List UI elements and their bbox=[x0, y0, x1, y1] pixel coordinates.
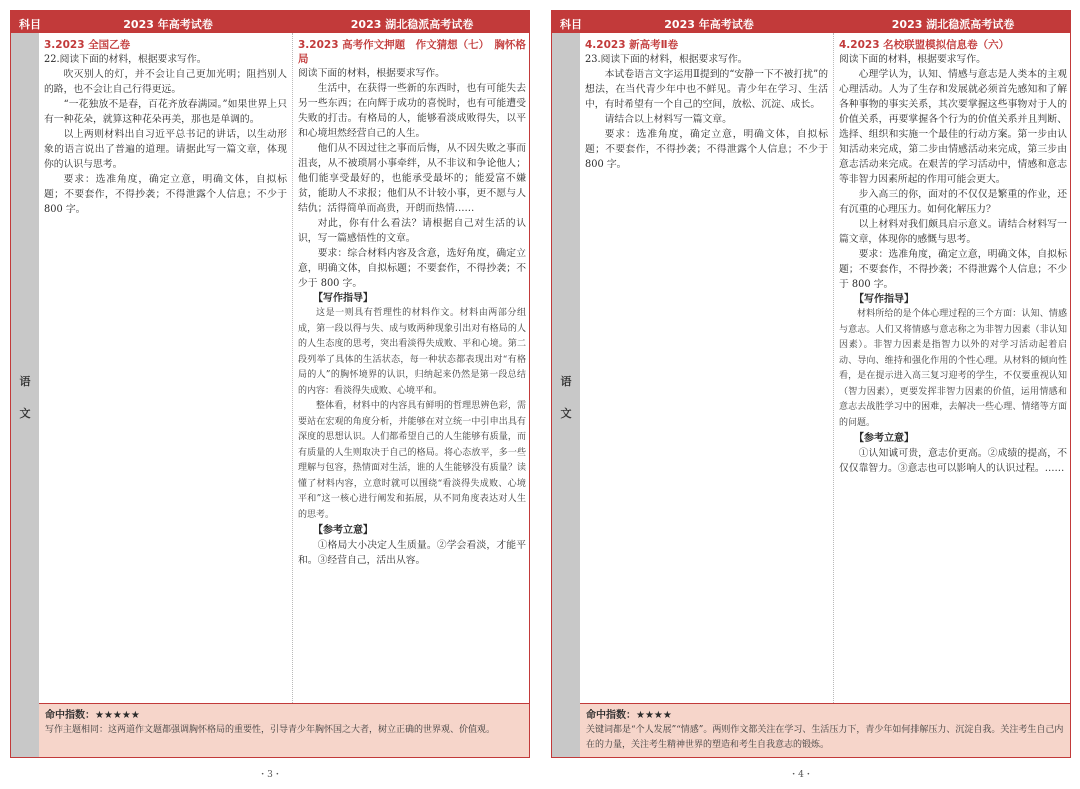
question-para: 生活中，在获得一些新的东西时，也有可能失去另一些东西；在向辉于成功的喜悦时，也有可能遭受失败的打击。有格局的人，能够看淡成败得失，以平和心境坦然经营自己的人生。 bbox=[298, 83, 526, 139]
subject-char-2: 文 bbox=[19, 407, 31, 420]
subject-char-1: 语 bbox=[19, 375, 31, 388]
header-col2: 2023 湖北稳派高考试卷 bbox=[891, 18, 1015, 31]
subject-sidebar bbox=[552, 33, 580, 757]
hit-index-stars: ★★★★ bbox=[636, 710, 672, 721]
page-4 bbox=[551, 10, 1071, 758]
hit-index-line bbox=[45, 708, 523, 723]
question-title: 4.2023 新高考Ⅱ卷 bbox=[585, 39, 679, 51]
question-title: 4.2023 名校联盟模拟信息卷（六） bbox=[839, 39, 1010, 51]
reference-heading: 【参考立意】 bbox=[313, 525, 373, 536]
question-para: 以上材料对我们颇具启示意义。请结合材料写一篇文章，体现你的感慨与思考。 bbox=[839, 219, 1067, 245]
hit-index-footer bbox=[580, 703, 1070, 757]
page-3 bbox=[10, 10, 530, 758]
reference-ideas: ①认知诚可贵，意志价更高。②成绩的提高，不仅仅靠智力。③意志也可以影响人的认识过程。…… bbox=[839, 448, 1067, 474]
question-para: 本试卷语言文字运用Ⅱ提到的“安静一下不被打扰”的想法，在当代青少年中也不鲜见。青少年在学习、生活中，有时希望有一个自己的空间，放松、沉淀、成长。 bbox=[585, 69, 828, 110]
hit-index-note: 写作主题相同：这两道作文题都强调胸怀格局的重要性，引导青少年胸怀国之大者，树立正确的世界观、价值观。 bbox=[45, 725, 496, 735]
subject-sidebar bbox=[11, 33, 39, 757]
page-number: ・4・ bbox=[789, 770, 813, 780]
table-header bbox=[552, 11, 1070, 33]
subject-char-2: 文 bbox=[560, 407, 572, 420]
question-para: 心理学认为，认知、情感与意志是人类本的主观心理活动。人为了生存和发展就必须首先感知和了解各种事物的事实关系，其次要掌握这些事物对于人的价值关系，再要掌握各个行为的价值关系并且判断、选择、组织和实施一个最佳的行动方案。第一步由认知活动来完成，第二步由情感活动来完成，第三步由意志活动来完成。在艰苦的学习活动中，情感和意志等非智力因素所起的作用可能会更大。 bbox=[839, 69, 1067, 185]
guide-para: 材料所给的是个体心理过程的三个方面：认知、情感与意志。人们又将情感与意志称之为非智力因素（非认知因素）。非智力因素是指智力以外的对学习活动起着启动、导向、维持和强化作用的个性心理。从材料的倾向性看，是在提示进入高三复习迎考的学生，不仅要重视认知（智力因素），更要发挥非智力因素的价值，运用情感和意志去战胜学习中的困难，去解决一些心理、情绪等方面的问题。 bbox=[839, 309, 1067, 428]
mock-column bbox=[293, 33, 531, 705]
header-col1: 2023 年高考试卷 bbox=[664, 18, 754, 31]
header-subject-label: 科目 bbox=[560, 18, 582, 31]
question-para: 对此，你有什么看法？请根据自己对生活的认识，写一篇感悟性的文章。 bbox=[298, 218, 526, 244]
table-header bbox=[11, 11, 529, 33]
header-col1: 2023 年高考试卷 bbox=[123, 18, 213, 31]
mock-column bbox=[834, 33, 1072, 705]
guide-para: 整体看，材料中的内容具有鲜明的哲理思辨色彩，需要站在宏观的角度分析，并能够在对立统一中引申出具有深度的思想认识。人们都希望自己的人生能够有质量，而有质量的人生则取决于自己的格局。将心态放平，多一些理解与包容，热情面对生活，谁的人生能够没有质量？读懂了材料内容，立意时就可以围绕“看淡得失成败、心境平和”这一核心进行阐发和拓展，从不同角度表达对人生的思考。 bbox=[298, 401, 526, 520]
header-col2: 2023 湖北稳派高考试卷 bbox=[350, 18, 474, 31]
question-para: 23.阅读下面的材料，根据要求写作。 bbox=[585, 54, 748, 65]
hit-index-stars: ★★★★★ bbox=[95, 710, 140, 721]
reference-heading: 【参考立意】 bbox=[854, 433, 914, 444]
hit-index-label: 命中指数： bbox=[45, 710, 95, 721]
reference-ideas: ①格局大小决定人生质量。②学会看淡，才能平和。③经营自己，活出从容。 bbox=[298, 540, 526, 566]
question-para: “一花独放不是春，百花齐放春满园。”如果世界上只有一种花朵，就算这种花朵再美，那也是单调的。 bbox=[44, 99, 287, 125]
exam-column bbox=[580, 33, 834, 705]
header-subject-label: 科目 bbox=[19, 18, 41, 31]
hit-index-note: 关键词都是“个人发展”“情感”。两则作文都关注在学习、生活压力下，青少年如何排解压力、沉淀自我。关注考生自己内在的力量，关注考生精神世界的塑造和考生自我意志的锻炼。 bbox=[586, 725, 1064, 750]
question-para: 阅读下面的材料，根据要求写作。 bbox=[298, 68, 445, 79]
guide-heading: 【写作指导】 bbox=[313, 293, 373, 304]
question-para: 要求：选准角度，确定立意，明确文体，自拟标题；不要套作，不得抄袭；不得泄露个人信息；不少于 800 字。 bbox=[44, 174, 287, 215]
guide-para: 这是一则具有哲理性的材料作文。材料由两部分组成，第一段以得与失、成与败两种现象引出对有格局的人的人生态度的思考，突出看淡得失成败、平和心境。第二段列举了具体的生活状态，每一种状态都表现出对“有格局的人”的胸怀境界的认识，归纳起来仍然是第一段总结的内容：看淡得失成败、心境平和。 bbox=[298, 308, 526, 396]
question-para: 步入高三的你，面对的不仅仅是繁重的作业，还有沉重的心理压力。如何化解压力？ bbox=[839, 189, 1067, 215]
question-para: 他们从不因过往之事而后悔，从不因失败之事而沮丧，从不被琐屑小事牵绊，从不非议和争论他人；他们能享受最好的，也能承受最坏的；能爱富不嫌贫，能助人不求报；他们从不计较小事，更不愿与人结仇；活得简单而高贵，开朗而热情…… bbox=[298, 143, 526, 214]
question-para: 22.阅读下面的材料，根据要求写作。 bbox=[44, 54, 207, 65]
question-para: 吹灭别人的灯，并不会让自己更加光明；阻挡别人的路，也不会让自己行得更远。 bbox=[44, 69, 287, 95]
question-title: 3.2023 全国乙卷 bbox=[44, 39, 131, 51]
question-para: 阅读下面的材料，根据要求写作。 bbox=[839, 54, 986, 65]
question-para: 要求：选准角度，确定立意，明确文体，自拟标题；不要套作，不得抄袭；不得泄露个人信息；不少于 800 字。 bbox=[585, 129, 828, 170]
hit-index-footer bbox=[39, 703, 529, 757]
guide-heading: 【写作指导】 bbox=[854, 294, 914, 305]
question-para: 要求：综合材料内容及含意，选好角度，确定立意，明确文体，自拟标题；不要套作，不得抄袭；不少于 800 字。 bbox=[298, 248, 526, 289]
question-para: 要求：选准角度，确定立意，明确文体，自拟标题；不要套作，不得抄袭；不得泄露个人信息；不少于 800 字。 bbox=[839, 249, 1067, 290]
page-number: ・3・ bbox=[258, 770, 282, 780]
hit-index-label: 命中指数： bbox=[586, 710, 636, 721]
question-para: 以上两则材料出自习近平总书记的讲话，以生动形象的语言说出了普遍的道理。请据此写一篇文章，体现你的认识与思考。 bbox=[44, 129, 287, 170]
hit-index-line bbox=[586, 708, 1064, 723]
question-title: 3.2023 高考作文押题 作文猜想（七） 胸怀格局 bbox=[298, 39, 526, 65]
subject-char-1: 语 bbox=[560, 375, 572, 388]
question-para: 请结合以上材料写一篇文章。 bbox=[604, 114, 732, 125]
exam-column bbox=[39, 33, 293, 705]
